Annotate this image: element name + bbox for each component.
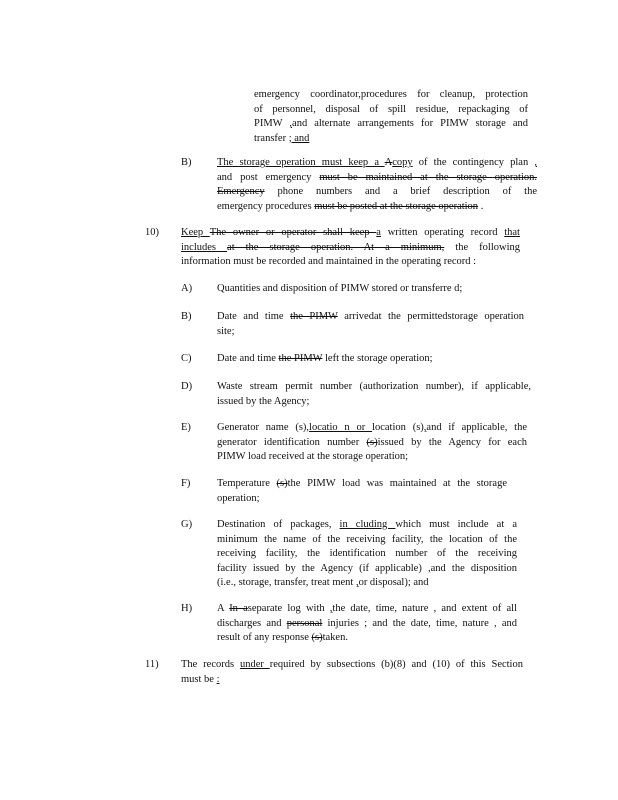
text-run: PIMW load received at the storage operation; <box>217 451 409 462</box>
text-line <box>217 395 531 410</box>
text-run: the following <box>444 241 520 253</box>
struck-text: Emergency <box>217 186 265 197</box>
inserted-text: , <box>355 577 359 588</box>
text-run: taken. <box>322 632 348 643</box>
inserted-text: , <box>329 603 333 614</box>
text-run: minimum the name of the receiving facility, the location of the <box>217 533 517 545</box>
inserted-text: a <box>376 227 381 238</box>
text-run: result of any response <box>217 632 312 643</box>
paragraph <box>254 88 528 146</box>
inserted-text: that <box>504 227 520 238</box>
inserted-text: The storage operation must keep a <box>217 157 385 168</box>
text-run: . <box>478 200 484 212</box>
item-label: B) <box>181 311 192 322</box>
struck-text: (s) <box>311 632 323 643</box>
text-line <box>217 477 507 492</box>
item-label: 10) <box>145 227 159 238</box>
item-label: C) <box>181 353 192 364</box>
inserted-text: under <box>239 659 270 670</box>
text-run: Generator name (s), <box>217 422 310 433</box>
paragraph <box>217 282 497 297</box>
item-label: G) <box>181 519 193 530</box>
text-run: and post emergency <box>217 171 320 183</box>
text-run: arrivedat the permittedstorage operation <box>337 311 524 322</box>
inserted-text: , <box>289 118 293 129</box>
text-line <box>217 310 524 325</box>
text-run: Date and time <box>217 311 291 322</box>
inserted-text: copy <box>392 157 413 168</box>
paragraph <box>181 226 520 270</box>
text-line <box>181 255 520 270</box>
item-label: A) <box>181 283 193 294</box>
paragraph <box>217 477 507 506</box>
text-run: of the contingency plan <box>412 157 535 168</box>
inserted-text: , <box>534 157 538 168</box>
inserted-text: in cluding <box>339 519 396 530</box>
text-line <box>217 602 517 617</box>
struck-text: at the storage operation. At a minimum, <box>227 241 445 253</box>
text-run: (i.e., storage, transfer, treat ment <box>217 577 356 588</box>
text-line <box>217 450 527 465</box>
inserted-text: locatio n or <box>309 422 373 433</box>
text-run: left the storage operation; <box>322 353 433 364</box>
text-line <box>254 117 528 132</box>
text-run: A <box>217 603 230 614</box>
text-run: the PIMW load was maintained at the storage <box>287 478 507 489</box>
text-run: operation; <box>217 492 260 504</box>
text-run: location (s) <box>372 422 424 433</box>
text-run: and if applicable, the <box>426 422 528 433</box>
struck-text: In a <box>229 603 248 614</box>
item-label: B) <box>181 157 192 168</box>
text-run: Date and time <box>217 353 279 364</box>
text-line <box>217 547 517 562</box>
text-run: transfer <box>254 132 289 144</box>
text-run: and the disposition <box>430 562 517 574</box>
text-run: which must include at a <box>395 519 517 530</box>
text-line <box>217 518 517 533</box>
inserted-text: includes <box>181 241 228 253</box>
item-label: E) <box>181 422 191 433</box>
text-run: facility issued by the Agency (if applicable) <box>217 562 428 574</box>
text-line <box>217 533 517 548</box>
inserted-text: Keep <box>181 227 210 238</box>
text-line <box>217 171 537 186</box>
text-run: injuries ; and the date, time, nature , and <box>322 617 517 629</box>
struck-text: A <box>384 157 393 168</box>
struck-text: (s) <box>276 478 288 489</box>
text-line <box>217 617 517 632</box>
text-line <box>217 631 517 646</box>
paragraph <box>217 156 537 214</box>
struck-text: must be maintained at the storage operation. <box>319 171 537 183</box>
text-line <box>217 436 527 451</box>
struck-text: must be posted at the storage operation <box>314 200 479 212</box>
text-run: generator identification number <box>217 436 367 448</box>
text-line <box>217 576 517 591</box>
text-run: must be <box>181 673 217 685</box>
text-run: emergency coordinator,procedures for cleanup, protection <box>254 89 528 100</box>
item-label: H) <box>181 603 193 614</box>
text-line <box>217 325 524 340</box>
text-run: receiving facility, the identification number of the receiving <box>217 548 517 559</box>
paragraph <box>217 352 457 367</box>
text-run: required by subsections (b)(8) and (10) of this Section <box>269 659 523 670</box>
text-run: or disposal); and <box>358 577 429 588</box>
text-line <box>217 352 457 367</box>
struck-text: The owner or operator shall keep <box>209 227 377 238</box>
text-run: Quantities and disposition of PIMW stored or transferre d; <box>217 283 463 294</box>
text-line <box>217 156 537 171</box>
struck-text: the PIMW <box>290 311 338 322</box>
text-line <box>217 282 497 297</box>
text-run: of personnel, disposal of spill residue, repackaging of <box>254 103 528 115</box>
struck-text: the PIMW <box>278 353 323 364</box>
item-label: 11) <box>145 659 159 670</box>
paragraph <box>217 380 531 409</box>
text-run: issued by the Agency; <box>217 395 310 407</box>
paragraph <box>217 602 517 646</box>
text-run: written operating record <box>380 227 505 238</box>
text-line <box>254 103 528 118</box>
text-run: the date, time, nature , and extent of all <box>332 603 517 614</box>
text-line <box>181 226 520 241</box>
inserted-text: ; and <box>288 132 310 144</box>
struck-text: (s) <box>366 436 378 448</box>
text-line <box>181 241 520 256</box>
struck-text: personal <box>286 617 323 629</box>
inserted-text: , <box>423 422 427 433</box>
text-run: phone numbers and a brief description of the <box>264 186 537 197</box>
item-label: F) <box>181 478 191 489</box>
text-run: discharges and <box>217 617 287 629</box>
text-line <box>181 658 523 673</box>
paragraph <box>181 658 523 687</box>
text-line <box>217 562 517 577</box>
text-line <box>254 132 528 147</box>
text-run: emergency procedures <box>217 200 315 212</box>
text-line <box>254 88 528 103</box>
text-line <box>217 421 527 436</box>
paragraph <box>217 421 527 465</box>
text-run: Waste stream permit number (authorization number), if applicable, <box>217 381 531 392</box>
text-run: Temperature <box>217 478 277 489</box>
text-run: PIMW <box>254 118 290 129</box>
text-run: site; <box>217 325 235 337</box>
text-line <box>217 492 507 507</box>
paragraph <box>217 518 517 591</box>
text-run: and alternate arrangements for PIMW storage and <box>292 118 528 129</box>
text-line <box>217 380 531 395</box>
inserted-text: : <box>216 673 220 685</box>
text-run: information must be recorded and maintained in the operating record : <box>181 256 477 267</box>
inserted-text: , <box>427 562 431 574</box>
text-run: The records <box>181 659 240 670</box>
item-label: D) <box>181 381 193 392</box>
paragraph <box>217 310 524 339</box>
text-line <box>217 200 537 215</box>
text-run: Destination of packages, <box>217 519 340 530</box>
text-line <box>217 185 537 200</box>
text-run: separate log with <box>247 603 330 614</box>
text-run: issued by the Agency for each <box>377 436 527 448</box>
text-line <box>181 673 523 688</box>
